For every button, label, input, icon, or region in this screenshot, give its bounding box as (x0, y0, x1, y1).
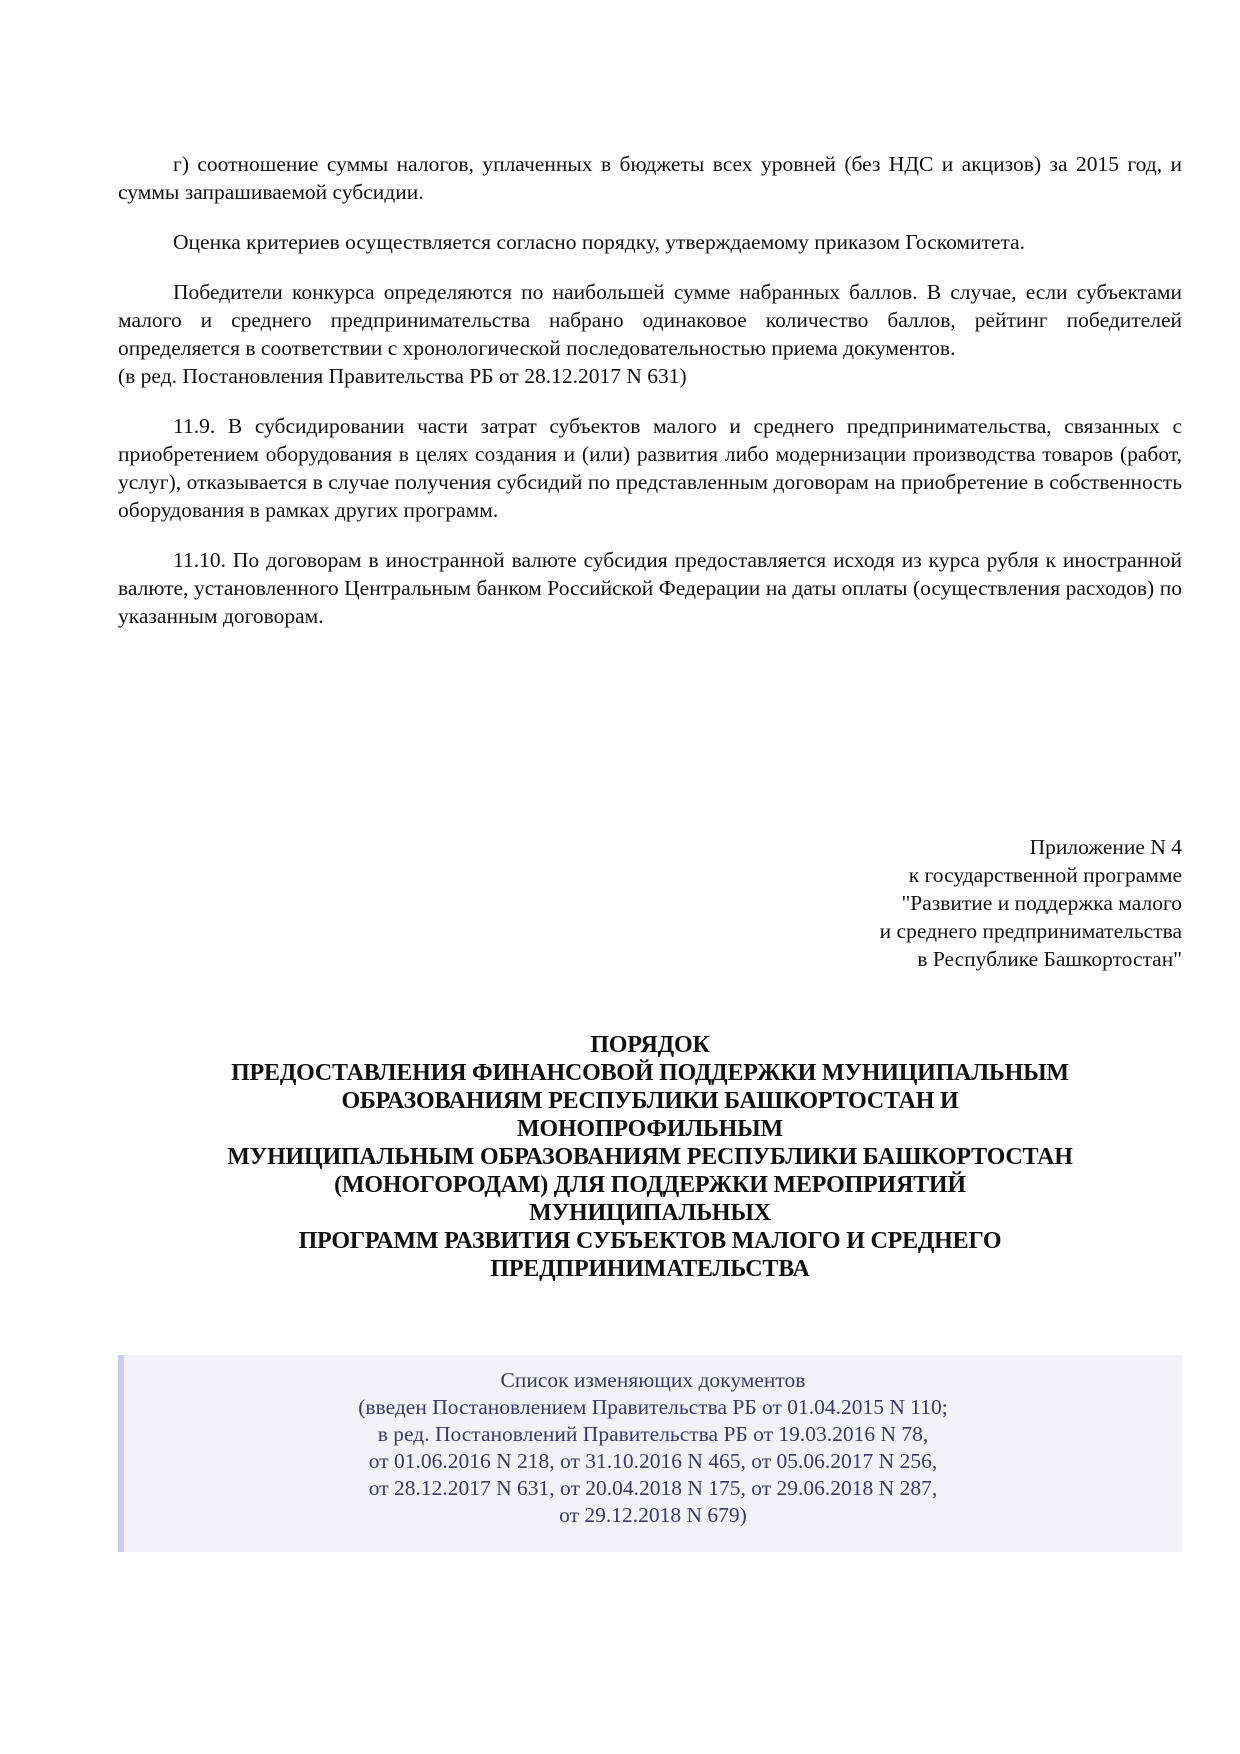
appendix-line: Приложение N 4 (1029, 835, 1182, 859)
appendix-line: в Республике Башкортостан" (917, 947, 1182, 971)
paragraph-clause-11-10: 11.10. По договорам в иностранной валюте субсидия предоставляется исходя из курса рубля к иностранной валюте, установленного Центральным банком Российской Федерации на даты оплаты (осуществления расходов) по указанным договорам. (118, 548, 1182, 628)
title-line: МОНОПРОФИЛЬНЫМ (517, 1116, 783, 1142)
title-line: ПРЕДПРИНИМАТЕЛЬСТВА (490, 1256, 810, 1282)
paragraph-clause-11-9: 11.9. В субсидировании части затрат субъектов малого и среднего предпринимательства, связанных с приобретением оборудования в целях создания и (или) развития либо модернизации производства товаров (работ, услуг), отказывается в случае получения субсидий по представленным договорам на приобретение в собственность оборудования в рамках других программ. (118, 414, 1182, 522)
appendix-line: и среднего предпринимательства (879, 919, 1182, 943)
amending-document-line: от 28.12.2017 N 631, от 20.04.2018 N 175, от 29.06.2018 N 287, (368, 1476, 938, 1500)
paragraph-criteria-evaluation: Оценка критериев осуществляется согласно порядку, утверждаемому приказом Госкомитета. (173, 230, 1026, 254)
amending-document-line: от 01.06.2016 N 218, от 31.10.2016 N 465, от 05.06.2017 N 256, (368, 1449, 938, 1473)
appendix-line: "Развитие и поддержка малого (901, 891, 1182, 915)
title-line: МУНИЦИПАЛЬНЫМ ОБРАЗОВАНИЯМ РЕСПУБЛИКИ БАШКОРТОСТАН (227, 1144, 1073, 1170)
amending-document-line: (введен Постановлением Правительства РБ от 01.04.2015 N 110; (358, 1395, 948, 1419)
amendment-reference: (в ред. Постановления Правительства РБ от 28.12.2017 N 631) (118, 364, 687, 388)
document-body (118, 150, 1182, 652)
amending-document-line: от 29.12.2018 N 679) (559, 1503, 747, 1527)
title-line: (МОНОГОРОДАМ) ДЛЯ ПОДДЕРЖКИ МЕРОПРИЯТИЙ (334, 1172, 966, 1198)
paragraph-criterion-g: г) соотношение суммы налогов, уплаченных в бюджеты всех уровней (без НДС и акцизов) за 2015 год, и суммы запрашиваемой субсидии. (118, 152, 1182, 204)
title-line: ПРЕДОСТАВЛЕНИЯ ФИНАНСОВОЙ ПОДДЕРЖКИ МУНИЦИПАЛЬНЫМ (231, 1060, 1069, 1086)
appendix-header (880, 833, 1182, 973)
title-line: ПОРЯДОК (590, 1032, 710, 1058)
title-line: ПРОГРАММ РАЗВИТИЯ СУБЪЕКТОВ МАЛОГО И СРЕДНЕГО (298, 1228, 1002, 1254)
amending-document-line: в ред. Постановлений Правительства РБ от 19.03.2016 N 78, (377, 1422, 929, 1446)
appendix-line: к государственной программе (908, 863, 1182, 887)
title-line: ОБРАЗОВАНИЯМ РЕСПУБЛИКИ БАШКОРТОСТАН И (341, 1088, 959, 1114)
paragraph-winners: Победители конкурса определяются по наибольшей сумме набранных баллов. В случае, если субъектами малого и среднего предпринимательства набрано одинаковое количество баллов, рейтинг победителей определяется в соответствии с хронологической последовательностью приема документов. (118, 280, 1182, 360)
document-title (118, 1031, 1182, 1283)
title-line: МУНИЦИПАЛЬНЫХ (529, 1200, 771, 1226)
amending-documents-heading: Список изменяющих документов (500, 1368, 806, 1392)
amending-documents-box (118, 1355, 1182, 1552)
winners-section (118, 278, 1182, 390)
